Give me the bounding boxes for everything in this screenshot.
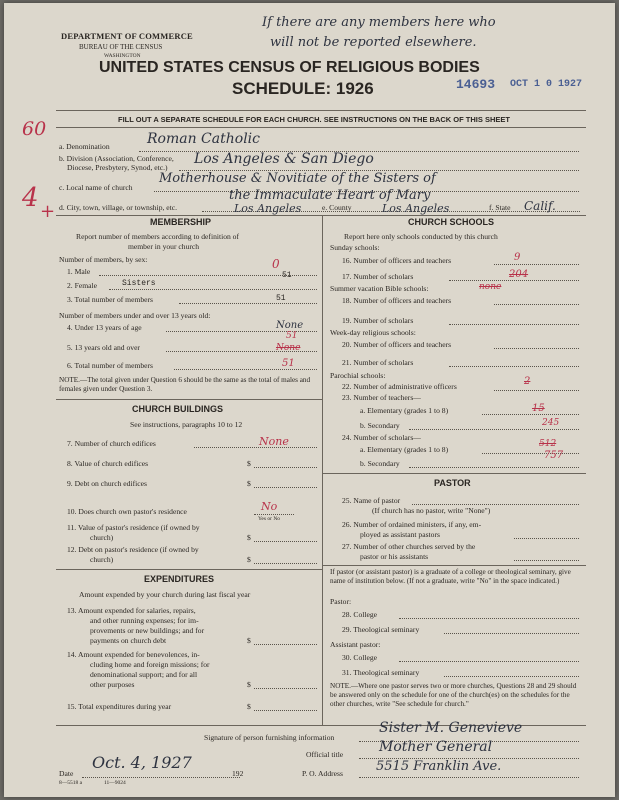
county-label: e. County bbox=[322, 203, 352, 212]
official-title-value: Mother General bbox=[379, 739, 493, 755]
q11-label-1: 11. Value of pastor's residence (if owned by bbox=[67, 523, 200, 532]
q1-male-label: 1. Male bbox=[67, 267, 91, 276]
denomination-label: a. Denomination bbox=[59, 142, 110, 151]
pastor-heading: PASTOR bbox=[434, 478, 471, 488]
state-value: Calif. bbox=[524, 199, 556, 213]
q23-label: 23. Number of teachers— bbox=[342, 393, 421, 402]
pastor-note: NOTE.—Where one pastor serves two or more churches, Questions 28 and 29 should be answered only on the schedule for one of the church(es) on the schedules for the other churches, write "See schedule for church." bbox=[330, 682, 577, 708]
date-value: Oct. 4, 1927 bbox=[92, 753, 192, 772]
local-name-label: c. Local name of church bbox=[59, 183, 133, 192]
q11-label-2: church) bbox=[90, 533, 114, 542]
q23b-value: 245 bbox=[542, 418, 560, 428]
q12-label-2: church) bbox=[90, 555, 114, 564]
form-title: UNITED STATES CENSUS OF RELIGIOUS BODIES bbox=[99, 59, 480, 76]
q22-label: 22. Number of administrative officers bbox=[342, 382, 457, 391]
q4-under13-label: 4. Under 13 years of age bbox=[67, 323, 142, 332]
schedule-title: SCHEDULE: 1926 bbox=[232, 79, 374, 98]
local-name-value-2: the Immaculate Heart of Mary bbox=[229, 188, 431, 203]
footer-code-2: 11—9024 bbox=[104, 780, 126, 786]
summer-schools-value: none bbox=[479, 282, 502, 292]
assistant-sublabel: Assistant pastor: bbox=[330, 640, 381, 649]
q14-line-2: cluding home and foreign missions; for bbox=[90, 660, 210, 669]
members-by-sex-label: Number of members, by sex: bbox=[59, 255, 148, 264]
date-suffix: 192 bbox=[232, 769, 244, 778]
margin-number: 60 bbox=[22, 118, 47, 140]
signature-value: Sister M. Genevieve bbox=[379, 720, 523, 736]
q1-male-value: 0 bbox=[272, 257, 280, 271]
handwritten-note-2: will not be reported elsewhere. bbox=[270, 35, 477, 50]
q4-under13-value: None bbox=[276, 320, 304, 331]
q6-total-label: 6. Total number of members bbox=[67, 361, 154, 370]
q15-label: 15. Total expenditures during year bbox=[67, 702, 172, 711]
q27-label-1: 27. Number of other churches served by the bbox=[342, 542, 476, 551]
schools-intro: Report here only schools conducted by this church bbox=[344, 232, 498, 241]
q13-line-3: provements or new buildings; and for bbox=[90, 626, 205, 635]
college-note: If pastor (or assistant pastor) is a graduate of a college or theological seminary, give name of institution below. (If not a graduate, write "No" in the space indicated.) bbox=[330, 568, 571, 585]
q23a-value: 15 bbox=[532, 403, 545, 414]
expenditures-sub: Amount expended by your church during last fiscal year bbox=[79, 590, 251, 599]
q13-line-1: 13. Amount expended for salaries, repairs, bbox=[67, 606, 196, 615]
q26-label-2: ployed as assistant pastors bbox=[360, 530, 440, 539]
city-label: d. City, town, village, or township, etc. bbox=[59, 203, 178, 212]
division-label-2: Diocese, Presbytery, Synod, etc.) bbox=[67, 163, 168, 172]
q3-total-label: 3. Total number of members bbox=[67, 295, 154, 304]
q10-value: No bbox=[261, 500, 278, 513]
census-form-sheet: DEPARTMENT OF COMMERCE BUREAU OF THE CENSUS WASHINGTON If there are any members here who will not be reported elsewhere. UNITED STATES CENSUS OF RELIGIOUS BODIES SCHEDULE: 1926 14693 OCT 1 0 1927 60 4 + FILL OUT A SEPARATE SCHEDULE FOR EACH CHURCH. SEE INSTRUCTIONS ON THE BACK OF THIS SHEET a. Denomination Roman Catholic b. Division (Association, Conference, Diocese, Presbytery, Synod, etc.) Los Angeles & San Diego c. Local name of church Motherhouse & Novitiate of the Sisters of the Immaculate Heart of Mary d. City, town, village, or township, etc. Los Angeles e. County Los Angeles f. State Calif. MEMBERSHIP Report number of members according to definition of member in your church Number of members, by sex: 1. Male 0 2. Female Sisters 51 3. Total number of members 51 Number of members under and over 13 years old: 4. Under 13 years of age None 5. 13 years old and over 51 None 6. Total number of members 51 NOTE.—The total given under Question 6 should be the same as the total of males and females given under Question 3. CHURCH BUILDINGS See instructions, paragraphs 10 to 12 7. Number of church edifices None 8. Value of church edifices $ 9. Debt on church edifices $ 10. Does church own pastor's residence No Yes or No 11. Value of pastor's residence (if owned by church) $ 12. Debt on pastor's residence (if owned by church) $ EXPENDITURES Amount expended by your church during last fiscal year 13. Amount expended for salaries, repairs, and other running expenses; for im- provements or new buildings; and for payments on church debt $ 14. Amount expended for benevolences, in- cluding home and foreign missions; for denominational support; and for all other purposes $ 15. Total expenditures during year $ CHURCH SCHOOLS Report here only schools conducted by this church Sunday schools: 16. Number of officers and teachers 9 17. Number of scholars 204 Summer vacation Bible schools: none 18. Number of officers and teachers 19. Number of scholars Week-day religious schools: 20. Number of officers and teachers 21. Number of scholars Parochial schools: 22. Number of administrative officers 2 23. Number of teachers— a. Elementary (grades 1 to 8) 15 b. Secondary 245 24. Number of scholars— a. Elementary (grades 1 to 8) 512 b. Secondary 757 PASTOR 25. Name of pastor (If church has no pastor, write "None") 26. Number of ordained ministers, if any, em- ployed as assistant pastors 27. Number of other churches served by the pastor or his assistants If pastor (or assistant pastor) is a graduate of a college or theological seminary, give name of institution below. (If not a graduate, write "No" in the space indicated.) Pastor: 28. College 29. Theological seminary Assistant pastor: 30. College 31. Theological seminary NOTE.—Where one pastor serves two or more churches, Questions 28 and 29 should be answered only on the schedule for one of the church(es) on the schedules for the other churches, write "See schedule for church." Signature of person furnishing information Sister M. Genevieve Official title Mother General Date Oct. 4, 1927 192 P. O. Address 5515 Franklin Ave. 8—5518 a 11—9024 bbox=[4, 3, 615, 797]
q5-over13-label: 5. 13 years old and over bbox=[67, 343, 140, 352]
buildings-heading: CHURCH BUILDINGS bbox=[132, 404, 223, 414]
q2-female-label: 2. Female bbox=[67, 281, 97, 290]
city-name: WASHINGTON bbox=[104, 53, 141, 59]
stamp-date: OCT 1 0 1927 bbox=[510, 79, 583, 90]
signature-label: Signature of person furnishing information bbox=[204, 733, 335, 742]
expenditures-heading: EXPENDITURES bbox=[144, 574, 215, 584]
division-value: Los Angeles & San Diego bbox=[194, 151, 374, 167]
q26-label-1: 26. Number of ordained ministers, if any, em- bbox=[342, 520, 482, 529]
q19-label: 19. Number of scholars bbox=[342, 316, 414, 325]
q18-label: 18. Number of officers and teachers bbox=[342, 296, 452, 305]
q2-female-value: 51 bbox=[282, 271, 292, 280]
bureau-name: BUREAU OF THE CENSUS bbox=[79, 43, 163, 51]
q14-line-3: denominational support; and for all bbox=[90, 670, 198, 679]
stamp-number: 14693 bbox=[456, 77, 496, 92]
form-instruction: FILL OUT A SEPARATE SCHEDULE FOR EACH CHURCH. SEE INSTRUCTIONS ON THE BACK OF THIS SHEET bbox=[118, 115, 510, 124]
q24a-label: a. Elementary (grades 1 to 8) bbox=[360, 445, 449, 454]
denomination-value: Roman Catholic bbox=[147, 131, 260, 147]
q6-total-value: 51 bbox=[282, 358, 295, 369]
q23b-label: b. Secondary bbox=[360, 421, 400, 430]
column-divider bbox=[322, 215, 323, 725]
q24b-label: b. Secondary bbox=[360, 459, 400, 468]
q7-value: None bbox=[259, 435, 289, 448]
membership-intro-1: Report number of members according to definition of bbox=[76, 232, 240, 241]
q5-over13-value: 51 bbox=[286, 331, 298, 341]
q25-hint: (If church has no pastor, write "None") bbox=[372, 506, 491, 515]
q27-label-2: pastor or his assistants bbox=[360, 552, 429, 561]
official-title-label: Official title bbox=[306, 750, 344, 759]
q2-female-typed: Sisters bbox=[122, 279, 156, 288]
q16-label: 16. Number of officers and teachers bbox=[342, 256, 452, 265]
margin-plus: + bbox=[40, 201, 56, 222]
margin-mark: 4 bbox=[22, 183, 39, 213]
q21-label: 21. Number of scholars bbox=[342, 358, 414, 367]
pastor-sublabel: Pastor: bbox=[330, 597, 352, 606]
address-value: 5515 Franklin Ave. bbox=[376, 759, 502, 774]
q17-label: 17. Number of scholars bbox=[342, 272, 414, 281]
age-header-label: Number of members under and over 13 years old: bbox=[59, 311, 211, 320]
q24a-value: 512 bbox=[539, 439, 557, 449]
date-label: Date bbox=[59, 769, 74, 778]
parochial-schools-label: Parochial schools: bbox=[330, 371, 386, 380]
q13-line-4: payments on church debt bbox=[90, 636, 167, 645]
weekday-schools-label: Week-day religious schools: bbox=[330, 328, 416, 337]
q10-hint: Yes or No bbox=[258, 516, 281, 522]
q31-label: 31. Theological seminary bbox=[342, 668, 420, 677]
q24b-value: 757 bbox=[544, 450, 564, 461]
q3-total-value: 51 bbox=[276, 294, 286, 303]
q13-line-2: and other running expenses; for im- bbox=[90, 616, 199, 625]
q9-label: 9. Debt on church edifices bbox=[67, 479, 147, 488]
q24-label: 24. Number of scholars— bbox=[342, 433, 421, 442]
q25-label: 25. Name of pastor bbox=[342, 496, 401, 505]
membership-heading: MEMBERSHIP bbox=[150, 217, 212, 227]
q30-label: 30. College bbox=[342, 653, 378, 662]
q5-over13-struck: None bbox=[276, 343, 301, 353]
q14-line-4: other purposes bbox=[90, 680, 135, 689]
department-name: DEPARTMENT OF COMMERCE bbox=[61, 31, 193, 41]
summer-schools-label: Summer vacation Bible schools: bbox=[330, 284, 429, 293]
q22-value: 2 bbox=[524, 376, 531, 387]
buildings-sub: See instructions, paragraphs 10 to 12 bbox=[130, 420, 243, 429]
membership-intro-2: member in your church bbox=[128, 242, 200, 251]
q29-label: 29. Theological seminary bbox=[342, 625, 420, 634]
q7-label: 7. Number of church edifices bbox=[67, 439, 156, 448]
city-value: Los Angeles bbox=[234, 202, 302, 215]
division-label: b. Division (Association, Conference, bbox=[59, 154, 174, 163]
q14-line-1: 14. Amount expended for benevolences, in- bbox=[67, 650, 200, 659]
footer-code-1: 8—5518 a bbox=[59, 780, 83, 786]
q12-label-1: 12. Debt on pastor's residence (if owned by bbox=[67, 545, 199, 554]
address-label: P. O. Address bbox=[302, 769, 343, 778]
section-rule bbox=[56, 215, 586, 216]
county-value: Los Angeles bbox=[382, 202, 450, 215]
q20-label: 20. Number of officers and teachers bbox=[342, 340, 452, 349]
q17-value: 204 bbox=[509, 269, 529, 280]
header-rule-bottom bbox=[56, 127, 586, 128]
handwritten-note-1: If there are any members here who bbox=[262, 15, 496, 30]
q28-label: 28. College bbox=[342, 610, 378, 619]
state-label: f. State bbox=[489, 203, 511, 212]
local-name-value-1: Motherhouse & Novitiate of the Sisters of bbox=[159, 171, 436, 186]
membership-note: NOTE.—The total given under Question 6 should be the same as the total of males and females given under Question 3. bbox=[59, 376, 311, 393]
q23a-label: a. Elementary (grades 1 to 8) bbox=[360, 406, 449, 415]
q10-label: 10. Does church own pastor's residence bbox=[67, 507, 187, 516]
header-rule-top bbox=[56, 110, 586, 111]
q8-label: 8. Value of church edifices bbox=[67, 459, 149, 468]
q16-value: 9 bbox=[514, 252, 521, 263]
schools-heading: CHURCH SCHOOLS bbox=[408, 217, 495, 227]
sunday-schools-label: Sunday schools: bbox=[330, 243, 380, 252]
